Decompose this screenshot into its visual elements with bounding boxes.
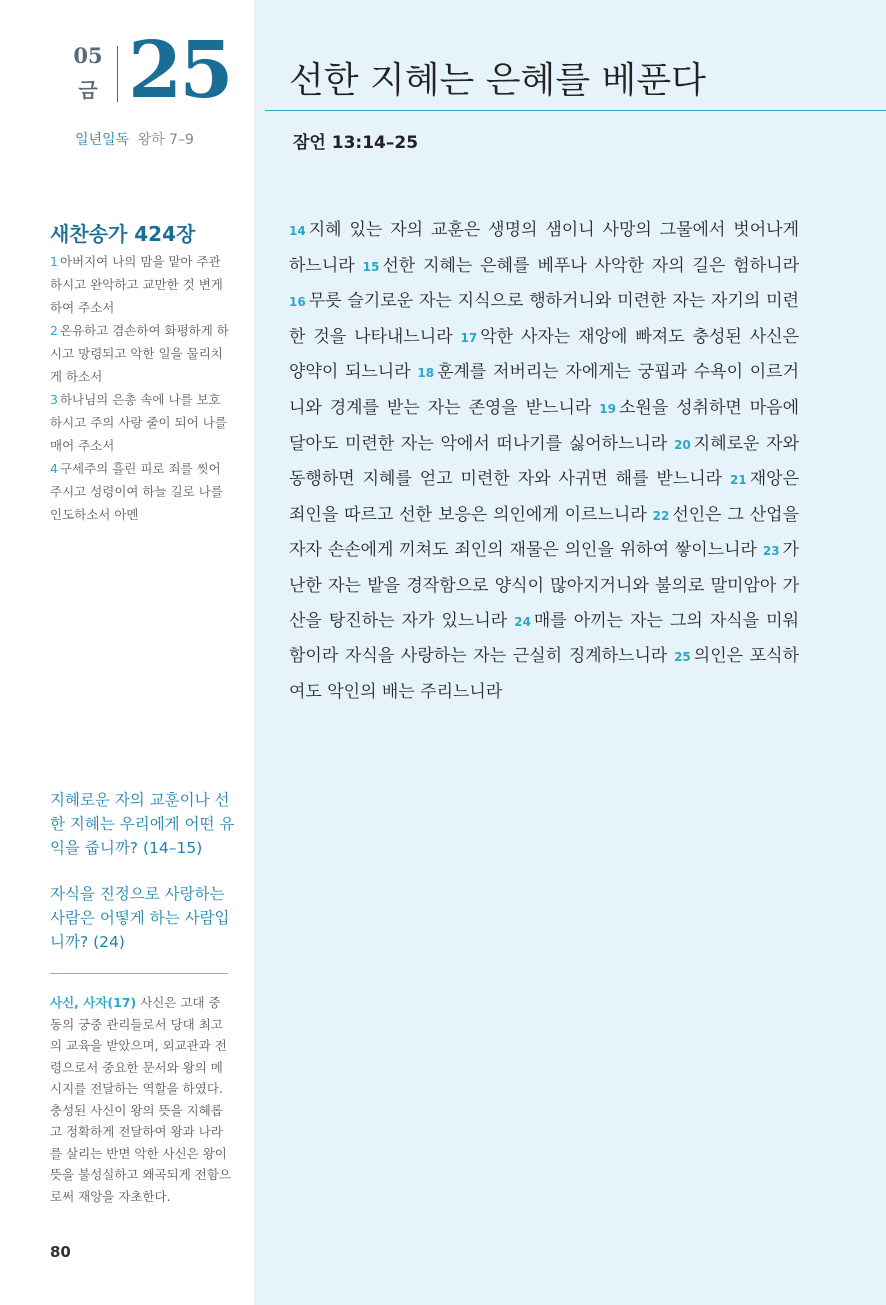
hymn-verse-number: 1 xyxy=(50,254,58,269)
hymn-verse xyxy=(50,319,232,388)
verse-number: 18 xyxy=(417,366,435,381)
verse-text: 소원을 성취하면 마음에 달아도 미련한 자는 악에서 떠나기를 싫어하느니라 xyxy=(289,397,799,454)
verse-text: 가난한 자는 밭을 경작함으로 양식이 많아지거니와 불의로 말미암아 가산을 탕진하는 자가 있느니라 xyxy=(289,540,799,631)
annual-reading xyxy=(75,129,194,149)
verse-text: 재앙은 죄인을 따르고 선한 보응은 의인에게 이르느니라 xyxy=(289,469,799,525)
date-divider xyxy=(117,46,118,102)
verse-number: 15 xyxy=(362,259,380,274)
hymn-lyrics xyxy=(50,250,232,526)
verse-number: 22 xyxy=(652,508,670,523)
hymn-verse-number: 2 xyxy=(50,323,58,338)
hymn-verse-number: 4 xyxy=(50,461,58,476)
verse-number: 21 xyxy=(730,473,747,488)
verse-text: 훈계를 저버리는 자에게는 궁핍과 수욕이 이르거니와 경계를 받는 자는 존영을 받느니라 xyxy=(289,362,799,418)
verse-number: 23 xyxy=(762,544,780,559)
verse-number: 14 xyxy=(289,224,306,238)
hymn-verse-text: 하나님의 은총 속에 나를 보호하시고 주의 사랑 줄이 되어 나를 매어 주소서 xyxy=(50,392,227,453)
hymn-verse-text: 아버지여 나의 맘을 맡아 주관하시고 완악하고 교만한 것 변게 하여 주소서 xyxy=(50,254,223,315)
month-number: 05 xyxy=(73,43,103,68)
verse-number: 20 xyxy=(674,437,691,452)
title-divider xyxy=(265,110,886,111)
hymn-verse-text: 구세주의 흘린 피로 죄를 씻어 주시고 성령이여 하늘 길로 나를 인도하소서 아멘 xyxy=(50,461,223,522)
verse-number: 24 xyxy=(514,614,531,629)
verse-text: 악한 사자는 재앙에 빠져도 충성된 사신은 양약이 되느니라 xyxy=(289,326,799,383)
day-number: 25 xyxy=(128,25,231,116)
page-title: 선한 지혜는 은혜를 베푼다 xyxy=(289,60,706,101)
weekday: 금 xyxy=(78,78,98,102)
verse-text: 선한 지혜는 은혜를 베푸나 사악한 자의 길은 험하니라 xyxy=(382,255,799,276)
verse-number: 17 xyxy=(460,330,478,345)
reflection-questions xyxy=(50,788,236,976)
verse-text: 지혜로운 자와 동행하면 지혜를 얻고 미련한 자와 사귀면 해를 받느니라 xyxy=(289,433,799,490)
hymn-verse xyxy=(50,388,232,457)
reflection-question: 지혜로운 자의 교훈이나 선한 지혜는 우리에게 어떤 유익을 줍니까? (14–15) xyxy=(50,791,235,857)
scripture-text xyxy=(289,213,799,709)
sidebar-divider xyxy=(50,973,228,974)
verse-text: 선인은 그 산업을 자자 손손에게 끼쳐도 죄인의 재물은 의인을 위하여 쌓이느니라 xyxy=(289,504,800,561)
verse-text: 지혜 있는 자의 교훈은 생명의 샘이니 사망의 그물에서 벗어나게 하느니라 xyxy=(289,220,799,276)
reflection-question: 자식을 진정으로 사랑하는 사람은 어떻게 하는 사람입니까? (24) xyxy=(50,885,230,951)
glossary-term: 사신, 사자(17) xyxy=(50,995,137,1010)
annual-reading-ref: 왕하 7–9 xyxy=(137,132,194,148)
verse-number: 16 xyxy=(289,295,306,310)
glossary-note xyxy=(50,992,232,1207)
verse-text: 의인은 포식하여도 악인의 배는 주리느니라 xyxy=(289,646,799,702)
hymn-verse xyxy=(50,250,232,319)
hymn-verse-number: 3 xyxy=(50,392,58,407)
passage-reference: 잠언 13:14–25 xyxy=(293,133,419,153)
page-number: 80 xyxy=(50,1243,71,1261)
verse-text: 무릇 슬기로운 자는 지식으로 행하거니와 미련한 자는 자기의 미련한 것을 나타내느니라 xyxy=(289,291,799,347)
glossary-text: 사신은 고대 중동의 궁중 관리들로서 당대 최고의 교육을 받았으며, 외교관과 전령으로서 중요한 문서와 왕의 메시지를 전달하는 역할을 하였다. 충성된 사신이 왕의 뜻을 지혜롭고 정확하게 전달하여 왕과 나라를 살리는 반면 악한 사신은 왕이 뜻을 불성실하고 왜곡되게 전함으로써 재앙을 자초한다. xyxy=(50,995,231,1204)
verse-number: 25 xyxy=(674,650,691,665)
hymn-title: 새찬송가 424장 xyxy=(50,222,196,246)
hymn-verse xyxy=(50,457,232,526)
verse-text: 매를 아끼는 자는 그의 자식을 미워함이라 자식을 사랑하는 자는 근실히 징계하느니라 xyxy=(289,610,799,667)
annual-reading-label: 일년일독 xyxy=(75,132,130,148)
hymn-verse-text: 온유하고 겸손하여 화평하게 하시고 망령되고 악한 일을 물리치게 하소서 xyxy=(50,323,229,384)
verse-number: 19 xyxy=(599,401,616,416)
